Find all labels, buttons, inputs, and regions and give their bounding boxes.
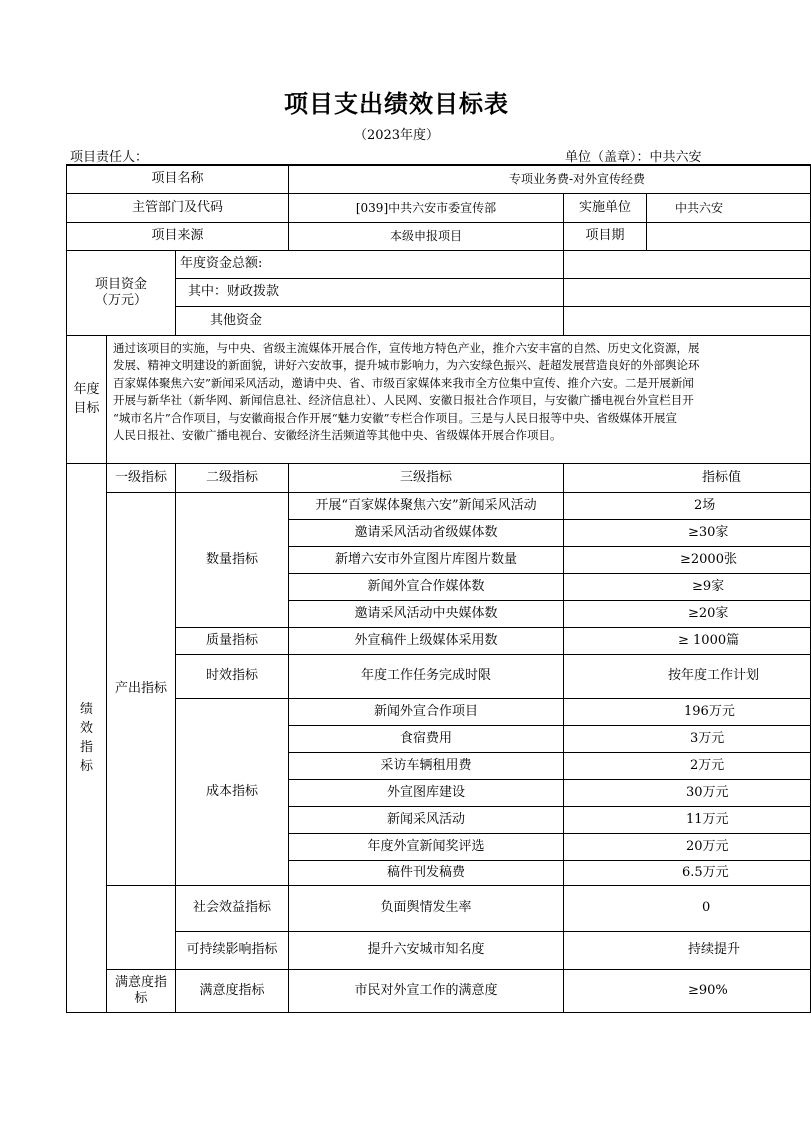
- indicator-value: 2万元: [564, 752, 811, 779]
- fiscal-funds-label: 其中：财政拨款: [176, 278, 564, 306]
- responsible-person-label: 项目责任人：: [70, 150, 149, 165]
- quantity-indicator-label: 数量指标: [176, 492, 289, 627]
- indicator-name: 年度工作任务完成时限: [289, 654, 564, 698]
- indicator-name: 食宿费用: [289, 725, 564, 752]
- header-level2: 二级指标: [176, 463, 289, 492]
- indicator-name: 新闻外宣合作项目: [289, 698, 564, 725]
- indicator-name: 稿件刊发稿费: [289, 860, 564, 885]
- indicator-name: 邀请采风活动省级媒体数: [289, 519, 564, 546]
- report-year: （2023年度）: [353, 128, 440, 143]
- project-period-label: 项目期: [564, 222, 647, 250]
- performance-target-sheet: [66, 164, 760, 1015]
- indicator-value: 20万元: [564, 833, 811, 860]
- impl-unit-label: 实施单位: [564, 193, 647, 222]
- indicator-value: 3万元: [564, 725, 811, 752]
- indicator-name: 邀请采风活动中央媒体数: [289, 600, 564, 627]
- project-funds-label: 项目资金 （万元）: [67, 250, 176, 335]
- page-title: 项目支出绩效目标表: [284, 89, 509, 118]
- project-name-value: 专项业务费-对外宣传经费: [289, 165, 811, 193]
- annual-funds-total-value: [564, 250, 811, 278]
- indicator-value: 按年度工作计划: [564, 654, 811, 698]
- indicator-name: 提升六安城市知名度: [289, 931, 564, 969]
- header-level1: 一级指标: [107, 463, 176, 492]
- indicator-name: 负面舆情发生率: [289, 885, 564, 931]
- indicator-value: ≥2000张: [564, 546, 811, 573]
- indicator-value: ≥30家: [564, 519, 811, 546]
- indicator-value: 2场: [564, 492, 811, 519]
- output-indicator-label: 产出指标: [107, 492, 176, 885]
- cost-indicator-label: 成本指标: [176, 698, 289, 885]
- annual-goal-label: 年度 目标: [67, 335, 107, 463]
- dept-label: 主管部门及代码: [67, 193, 289, 222]
- performance-indicators-label: 绩 效 指 标: [67, 463, 107, 1012]
- indicator-name: 外宣稿件上级媒体采用数: [289, 627, 564, 654]
- indicator-value: 6.5万元: [564, 860, 811, 885]
- header-level3: 三级指标: [289, 463, 564, 492]
- unit-seal-label: 单位（盖章）：中共六安: [565, 150, 702, 165]
- indicator-name: 新增六安市外宣图片库图片数量: [289, 546, 564, 573]
- indicator-value: ≥90%: [564, 969, 811, 1012]
- dept-value: [039]中共六安市委宣传部: [289, 193, 564, 222]
- performance-target-table: [66, 164, 811, 1013]
- header-value: 指标值: [564, 463, 811, 492]
- indicator-name: 年度外宣新闻奖评选: [289, 833, 564, 860]
- other-funds-value: [564, 306, 811, 335]
- indicator-value: 30万元: [564, 779, 811, 806]
- indicator-value: 196万元: [564, 698, 811, 725]
- time-indicator-label: 时效指标: [176, 654, 289, 698]
- indicator-value: 持续提升: [564, 931, 811, 969]
- annual-funds-total-label: 年度资金总额:: [176, 250, 564, 278]
- project-name-label: 项目名称: [67, 165, 289, 193]
- sustainability-indicator-label: 可持续影响指标: [176, 931, 289, 969]
- satisfaction-level2-label: 满意度指标: [176, 969, 289, 1012]
- indicator-name: 采访车辆租用费: [289, 752, 564, 779]
- project-source-label: 项目来源: [67, 222, 289, 250]
- indicator-value: ≥9家: [564, 573, 811, 600]
- satisfaction-level1-label: 满意度指 标: [107, 969, 176, 1012]
- fiscal-funds-value: [564, 278, 811, 306]
- indicator-value: ≥ 1000篇: [564, 627, 811, 654]
- other-funds-label: 其他资金: [176, 306, 564, 335]
- social-benefit-indicator-label: 社会效益指标: [176, 885, 289, 931]
- indicator-name: 市民对外宣工作的满意度: [289, 969, 564, 1012]
- impl-unit-value: 中共六安: [647, 193, 811, 222]
- quality-indicator-label: 质量指标: [176, 627, 289, 654]
- indicator-value: 11万元: [564, 806, 811, 833]
- annual-goal-text: 通过该项目的实施，与中央、省级主流媒体开展合作，宣传地方特色产业，推介六安丰富的自然、历史文化资源，展 发展、精神文明建设的新面貌，讲好六安故事，提升城市影响力，为六安绿色振兴、赶超发展营造良好的外部舆论环 百家媒体聚焦六安”新闻采风活动，邀请中央、省、市级百家媒体来我市全方位集中宣传、推介六安。二是开展新闻 开展与新华社（新华网、新闻信息社、经济信息社）、人民网、安徽日报社合作项目，与安徽广播电视台外宣栏目开 “城市名片”合作项目，与安徽商报合作开展“魅力安徽”专栏合作项目。三是与人民日报等中央、省级媒体开展宣 人民日报社、安徽广播电视台、安徽经济生活频道等其他中央、省级媒体开展合作项目。: [107, 335, 811, 463]
- indicator-name: 新闻外宣合作媒体数: [289, 573, 564, 600]
- indicator-name: 外宣图库建设: [289, 779, 564, 806]
- indicator-value: 0: [564, 885, 811, 931]
- indicator-name: 新闻采风活动: [289, 806, 564, 833]
- effect-indicator-label: [107, 885, 176, 969]
- project-source-value: 本级申报项目: [289, 222, 564, 250]
- indicator-name: 开展“百家媒体聚焦六安”新闻采风活动: [289, 492, 564, 519]
- indicator-value: ≥20家: [564, 600, 811, 627]
- project-period-value: [647, 222, 811, 250]
